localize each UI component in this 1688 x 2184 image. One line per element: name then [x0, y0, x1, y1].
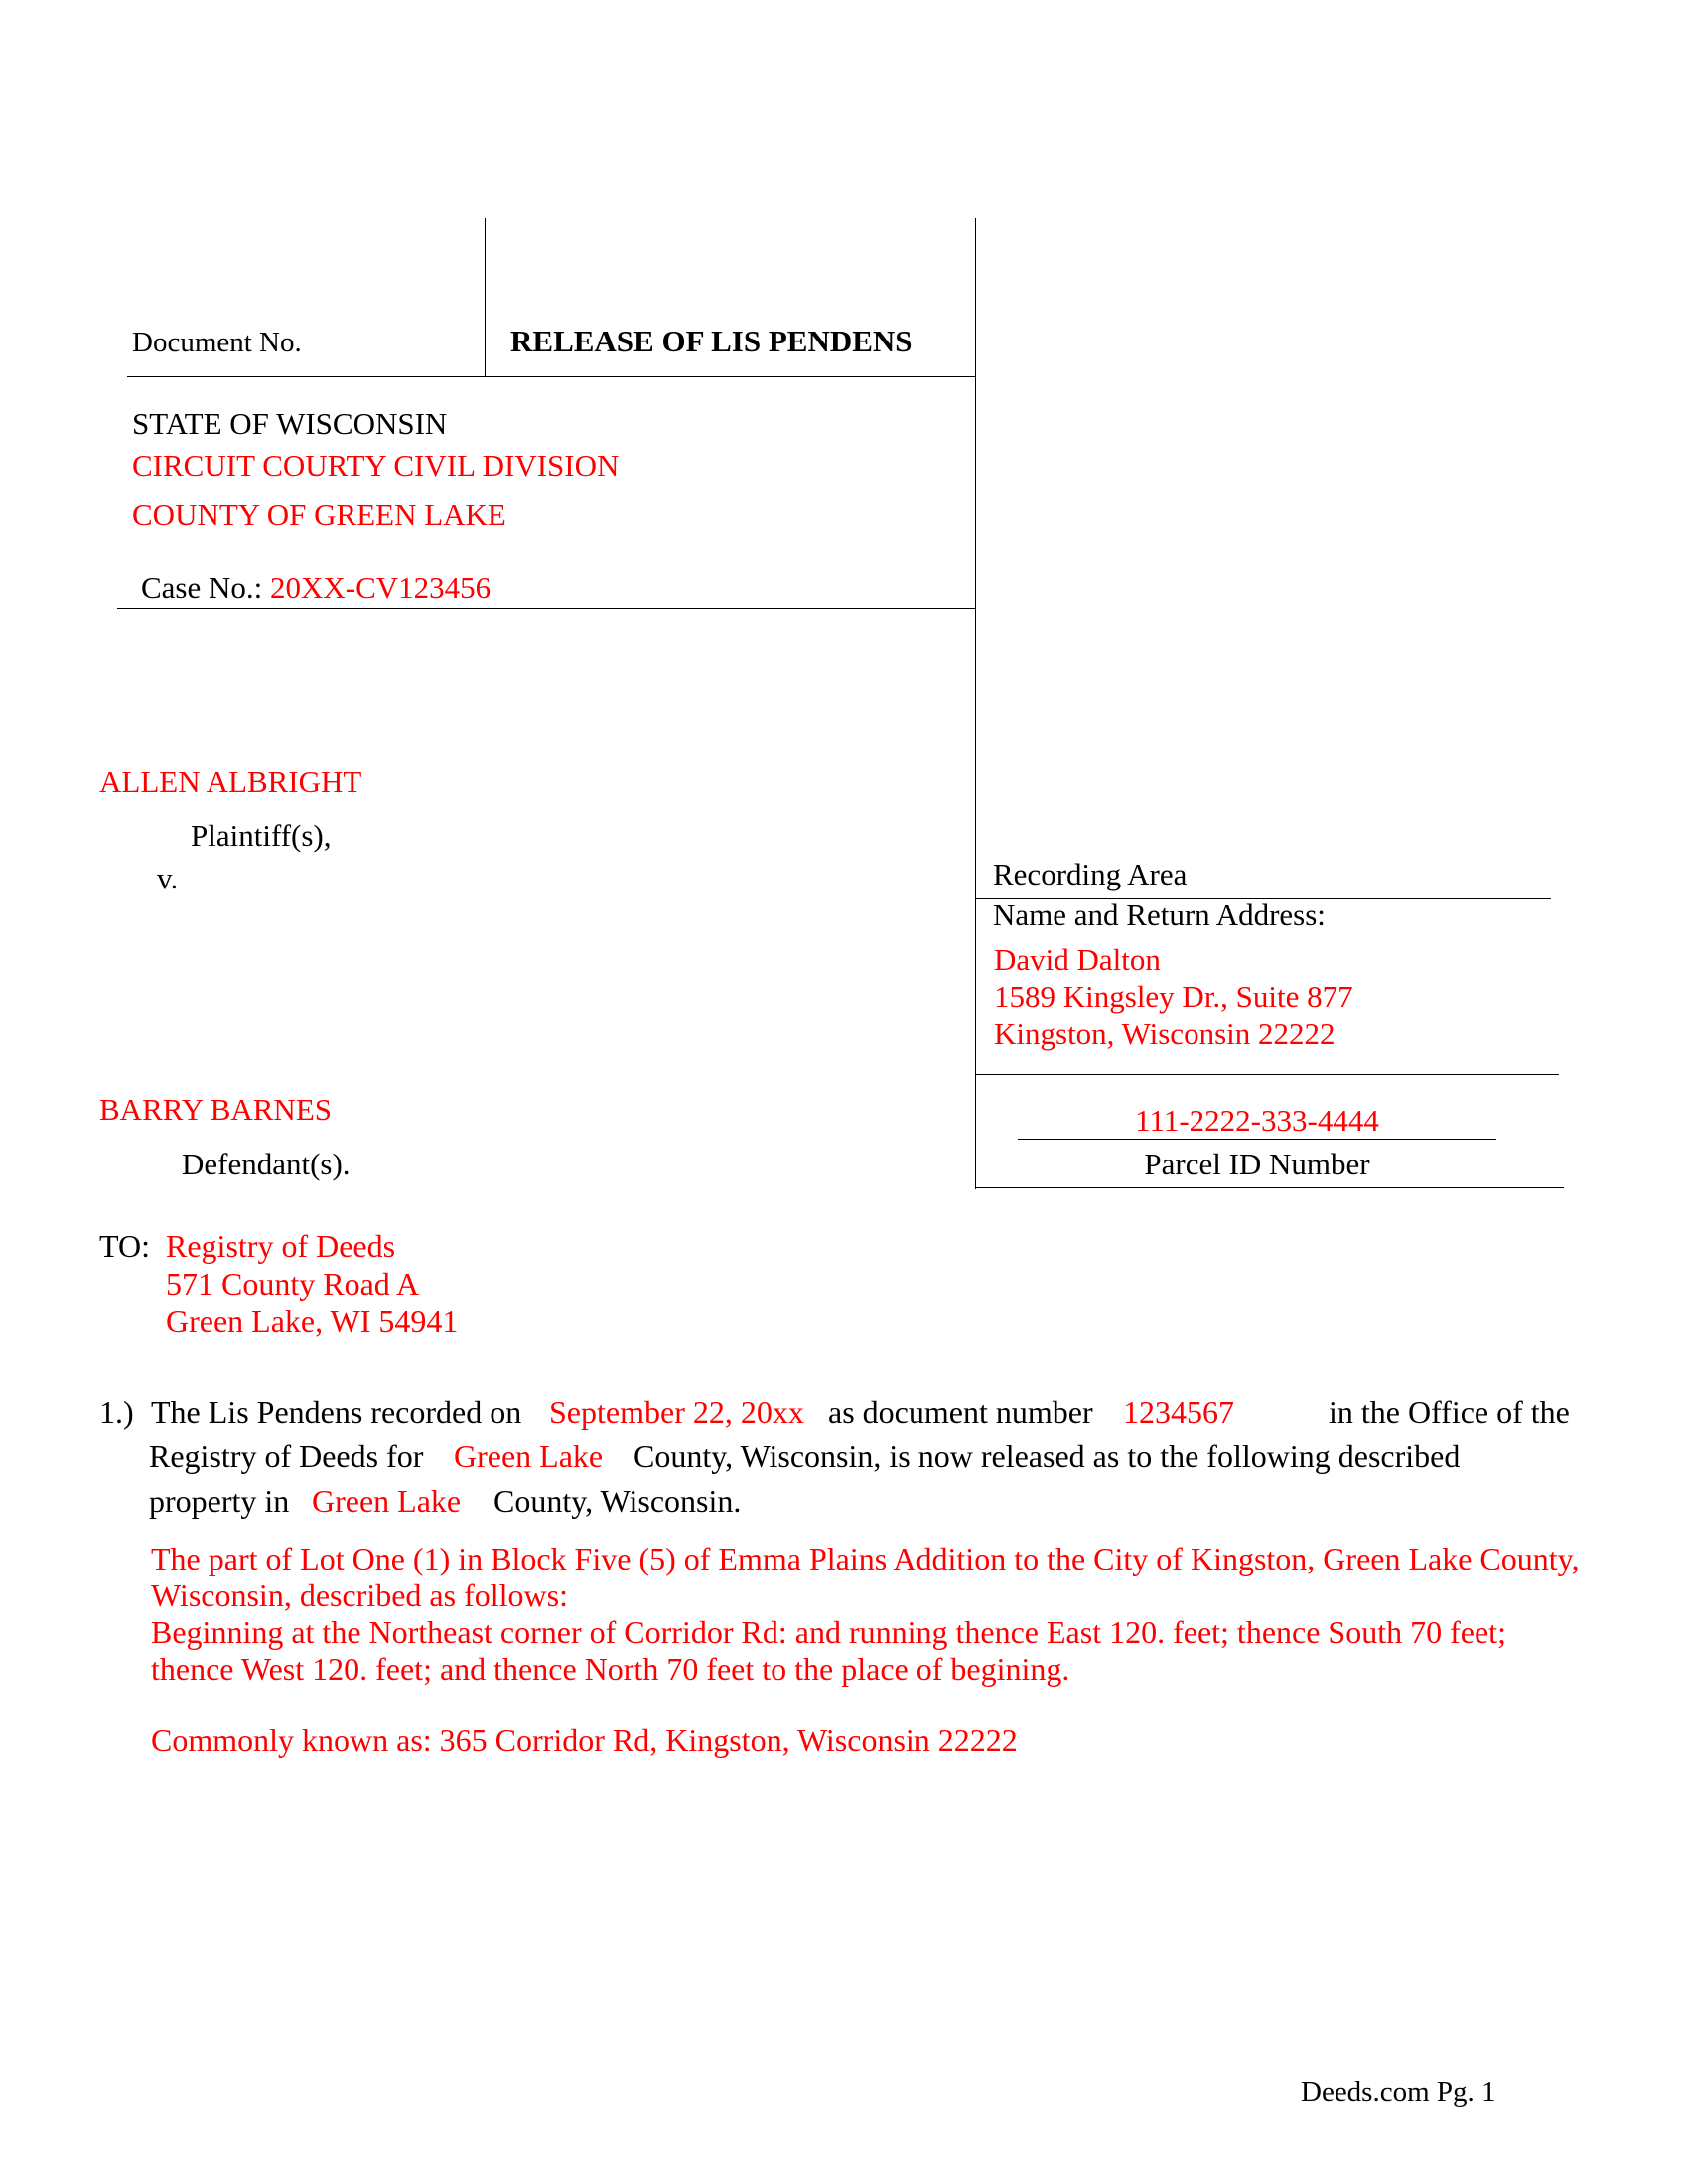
case-number-label: Case No.:	[141, 570, 263, 605]
court-state: STATE OF WISCONSIN	[132, 406, 448, 441]
county-name-2: Green Lake	[312, 1483, 462, 1519]
case-number-line	[141, 570, 491, 606]
defendant-name: BARRY BARNES	[99, 1092, 332, 1127]
plaintiff-label: Plaintiff(s),	[191, 818, 332, 853]
p1-text1: The Lis Pendens recorded on	[151, 1394, 522, 1430]
return-address-line1: 1589 Kingsley Dr., Suite 877	[994, 979, 1353, 1014]
defendant-label: Defendant(s).	[182, 1147, 351, 1181]
to-line2: 571 County Road A	[166, 1266, 420, 1301]
county-name-1: Green Lake	[454, 1438, 604, 1474]
header-right-border	[975, 218, 976, 1189]
item-number: 1.)	[99, 1394, 134, 1430]
to-label: TO:	[99, 1228, 150, 1264]
p2-text1: Registry of Deeds for	[149, 1438, 424, 1474]
legal-description-1: The part of Lot One (1) in Block Five (5) of Emma Plains Addition to the City of Kingston, Green Lake County, Wisconsin, described as follows:	[151, 1541, 1580, 1613]
return-address-label: Name and Return Address:	[993, 897, 1326, 932]
court-division: CIRCUIT COURTY CIVIL DIVISION	[132, 448, 620, 482]
court-county: COUNTY OF GREEN LAKE	[132, 497, 506, 532]
parcel-id-value: 111-2222-333-4444	[1135, 1103, 1379, 1138]
return-name: David Dalton	[994, 942, 1161, 977]
page-footer: Deeds.com Pg. 1	[1301, 2076, 1496, 2108]
to-line1: Registry of Deeds	[166, 1228, 396, 1264]
commonly-known-as: Commonly known as: 365 Corridor Rd, Kingston, Wisconsin 22222	[151, 1722, 1018, 1758]
header-bottom-rule	[127, 376, 976, 377]
parcel-id-label: Parcel ID Number	[1144, 1147, 1370, 1181]
parcel-bottom-rule	[975, 1187, 1564, 1188]
recording-area-label: Recording Area	[993, 857, 1188, 891]
p1-text3: in the Office of the	[1329, 1394, 1570, 1430]
versus-label: v.	[157, 861, 179, 895]
case-number-value: 20XX-CV123456	[270, 570, 492, 605]
to-line3: Green Lake, WI 54941	[166, 1303, 459, 1339]
plaintiff-name: ALLEN ALBRIGHT	[99, 764, 362, 799]
document-title: RELEASE OF LIS PENDENS	[510, 324, 913, 358]
legal-description-2: Beginning at the Northeast corner of Corridor Rd: and running thence East 120. feet; thence South 70 feet; thence West 120. feet; and thence North 70 feet to the place of begining.	[151, 1614, 1506, 1687]
case-bottom-rule	[117, 608, 976, 609]
p1-text2: as document number	[828, 1394, 1093, 1430]
p3-text1: property in	[149, 1483, 290, 1519]
document-number: 1234567	[1123, 1394, 1234, 1430]
return-address-rule	[975, 1074, 1559, 1075]
p2-text2: County, Wisconsin, is now released as to the following described	[633, 1438, 1461, 1474]
document-no-label: Document No.	[132, 327, 302, 358]
p3-text2: County, Wisconsin.	[493, 1483, 742, 1519]
return-address-line2: Kingston, Wisconsin 22222	[994, 1017, 1336, 1051]
recorded-date: September 22, 20xx	[549, 1394, 804, 1430]
header-left-divider	[485, 218, 486, 377]
parcel-id-rule	[1018, 1139, 1496, 1140]
